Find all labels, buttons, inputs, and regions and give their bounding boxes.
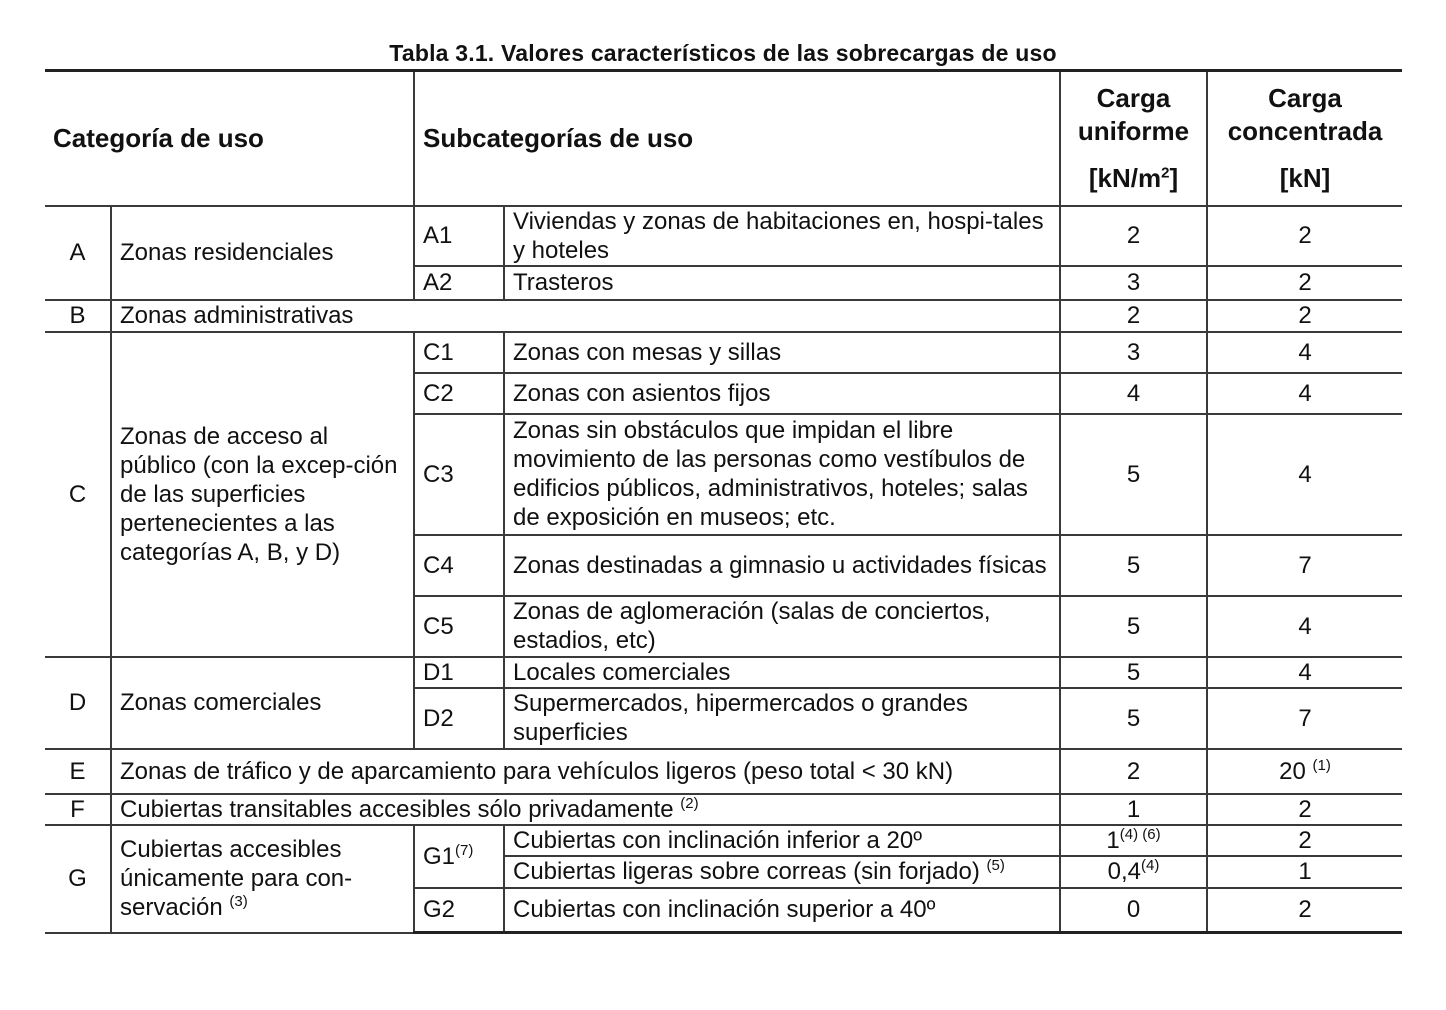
table-row-g1a — [45, 825, 1402, 856]
category-name-b: Zonas administrativas — [111, 300, 1060, 332]
uniform-load-b: 2 — [1060, 300, 1207, 332]
subcategory-code-g2: G2 — [414, 888, 504, 933]
category-name-f — [111, 794, 1060, 825]
concentrated-load-c5: 4 — [1207, 596, 1402, 657]
table-row-d1 — [45, 657, 1402, 688]
subcategory-desc-g1b-text: Cubiertas ligeras sobre correas (sin forjado) — [513, 858, 980, 885]
uniform-load-g1b — [1060, 856, 1207, 888]
subcategory-code-g1 — [414, 825, 504, 888]
uniform-load-a1: 2 — [1060, 206, 1207, 266]
subcategory-code-d2: D2 — [414, 688, 504, 749]
footnote-ref: (7) — [455, 841, 474, 859]
concentrated-load-c4: 7 — [1207, 535, 1402, 596]
header-concentrada-unit: [kN] — [1279, 162, 1331, 193]
concentrated-load-e-value: 20 — [1279, 757, 1306, 785]
subcategory-desc-g1b — [504, 856, 1060, 888]
uniform-load-g2: 0 — [1060, 888, 1207, 933]
header-carga-uniforme — [1060, 71, 1207, 206]
uniform-load-c4: 5 — [1060, 535, 1207, 596]
subcategory-code-c4: C4 — [414, 535, 504, 596]
uniform-load-e: 2 — [1060, 749, 1207, 794]
category-code-a: A — [45, 206, 111, 300]
footnote-ref: (3) — [229, 893, 248, 910]
unit-pre: [kN/m — [1088, 162, 1162, 193]
header-concentrada-line1: Carga — [1268, 82, 1342, 113]
unit-exponent: 2 — [1161, 164, 1170, 182]
header-row — [45, 71, 1402, 206]
footnote-ref: (2) — [680, 794, 699, 812]
subcategory-desc-g1a: Cubiertas con inclinación inferior a 20º — [504, 825, 1060, 856]
loads-table — [45, 69, 1402, 934]
subcategory-code-a2: A2 — [414, 266, 504, 300]
table-row-b — [45, 300, 1402, 332]
concentrated-load-a2: 2 — [1207, 266, 1402, 300]
subcategory-desc-c5: Zonas de aglomeración (salas de conciertos, estadios, etc) — [504, 596, 1060, 657]
concentrated-load-g1b: 1 — [1207, 856, 1402, 888]
subcategory-desc-d2: Supermercados, hipermercados o grandes superficies — [504, 688, 1060, 749]
subcategory-desc-d1: Locales comerciales — [504, 657, 1060, 688]
subcategory-code-c1: C1 — [414, 332, 504, 373]
subcategory-code-g1-text: G1 — [423, 842, 456, 870]
uniform-load-d2: 5 — [1060, 688, 1207, 749]
concentrated-load-d2: 7 — [1207, 688, 1402, 749]
header-uniforme-unit — [1089, 162, 1178, 195]
concentrated-load-g2: 2 — [1207, 888, 1402, 933]
footnote-ref: (4) (6) — [1119, 825, 1161, 843]
footnote-ref: (4) — [1141, 857, 1160, 874]
table-title: Tabla 3.1. Valores característicos de las sobrecargas de uso — [389, 40, 1057, 66]
table-row-e — [45, 749, 1402, 794]
uniform-load-c2: 4 — [1060, 373, 1207, 414]
table-row-a1 — [45, 206, 1402, 266]
category-code-g: G — [45, 825, 111, 933]
subcategory-code-a1: A1 — [414, 206, 504, 266]
concentrated-load-c3: 4 — [1207, 414, 1402, 535]
subcategory-code-c3: C3 — [414, 414, 504, 535]
concentrated-load-b: 2 — [1207, 300, 1402, 332]
subcategory-desc-c2: Zonas con asientos fijos — [504, 373, 1060, 414]
header-subcategoria: Subcategorías de uso — [414, 71, 1060, 206]
category-code-e: E — [45, 749, 111, 794]
header-uniforme-line2: uniforme — [1077, 115, 1190, 146]
uniform-load-g1a-value: 1 — [1106, 826, 1120, 854]
uniform-load-f: 1 — [1060, 794, 1207, 825]
subcategory-desc-c3: Zonas sin obstáculos que impidan el libre movimiento de las personas como vestíbulos de edificios públicos, administrativos, hoteles; salas de exposición en museos; etc. — [504, 414, 1060, 535]
category-name-f-text: Cubiertas transitables accesibles sólo privadamente — [120, 795, 674, 823]
subcategory-desc-a1: Viviendas y zonas de habitaciones en, hospi-tales y hoteles — [504, 206, 1060, 266]
concentrated-load-g1a: 2 — [1207, 825, 1402, 856]
concentrated-load-c2: 4 — [1207, 373, 1402, 414]
uniform-load-c5: 5 — [1060, 596, 1207, 657]
table-row-c1 — [45, 332, 1402, 373]
footnote-ref: (5) — [986, 857, 1005, 874]
category-name-d: Zonas comerciales — [111, 657, 414, 749]
concentrated-load-e — [1207, 749, 1402, 794]
uniform-load-g1b-value: 0,4 — [1107, 858, 1142, 885]
subcategory-desc-g2: Cubiertas con inclinación superior a 40º — [504, 888, 1060, 933]
uniform-load-a2: 3 — [1060, 266, 1207, 300]
category-name-a: Zonas residenciales — [111, 206, 414, 300]
category-code-f: F — [45, 794, 111, 825]
concentrated-load-a1: 2 — [1207, 206, 1402, 266]
table-row-f — [45, 794, 1402, 825]
subcategory-desc-c1: Zonas con mesas y sillas — [504, 332, 1060, 373]
unit-post: ] — [1169, 162, 1179, 193]
subcategory-code-c5: C5 — [414, 596, 504, 657]
category-code-c: C — [45, 332, 111, 657]
header-carga-concentrada — [1207, 71, 1402, 206]
category-name-g-text: Cubiertas accesibles únicamente para con-servación — [120, 836, 353, 921]
category-name-g — [111, 825, 414, 933]
subcategory-code-c2: C2 — [414, 373, 504, 414]
uniform-load-g1a — [1060, 825, 1207, 856]
header-uniforme-line1: Carga — [1096, 82, 1171, 113]
uniform-load-c3: 5 — [1060, 414, 1207, 535]
concentrated-load-f: 2 — [1207, 794, 1402, 825]
category-name-c: Zonas de acceso al público (con la excep-ción de las superficies pertenecientes a las categorías A, B, y D) — [111, 332, 414, 657]
subcategory-desc-a2: Trasteros — [504, 266, 1060, 300]
header-concentrada-line2: concentrada — [1227, 115, 1383, 146]
concentrated-load-d1: 4 — [1207, 657, 1402, 688]
concentrated-load-c1: 4 — [1207, 332, 1402, 373]
uniform-load-c1: 3 — [1060, 332, 1207, 373]
uniform-load-d1: 5 — [1060, 657, 1207, 688]
header-categoria: Categoría de uso — [45, 71, 414, 206]
category-name-e: Zonas de tráfico y de aparcamiento para vehículos ligeros (peso total < 30 kN) — [111, 749, 1060, 794]
category-code-d: D — [45, 657, 111, 749]
subcategory-desc-c4: Zonas destinadas a gimnasio u actividades físicas — [504, 535, 1060, 596]
footnote-ref: (1) — [1312, 756, 1331, 774]
subcategory-code-d1: D1 — [414, 657, 504, 688]
category-code-b: B — [45, 300, 111, 332]
